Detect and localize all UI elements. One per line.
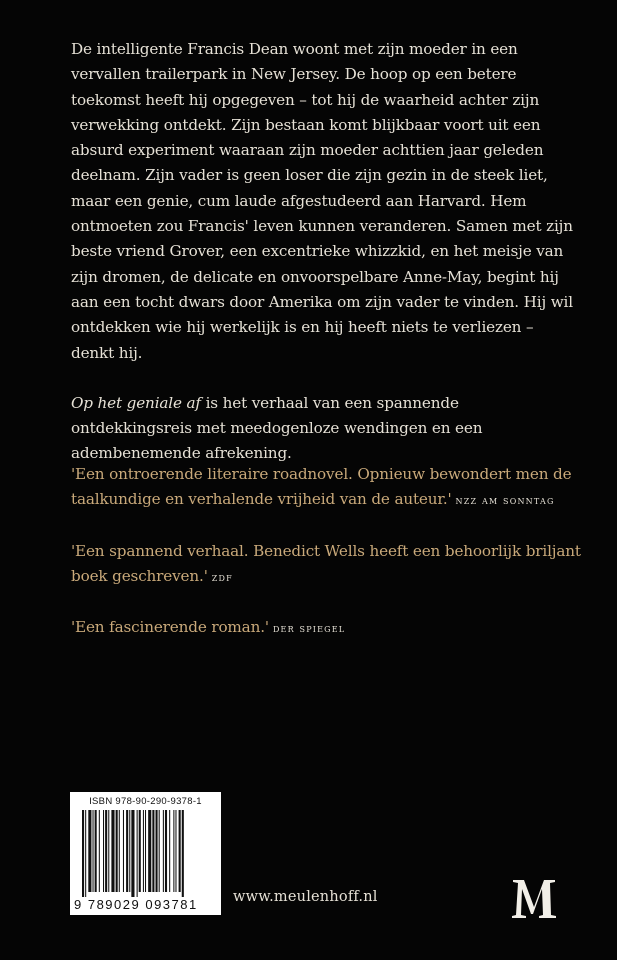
barcode-bar — [165, 810, 167, 892]
book-title: Op het geniale af — [71, 393, 201, 412]
isbn-label: ISBN 978-90-290-9378-1 — [89, 796, 202, 807]
m-logo-icon — [512, 880, 556, 918]
blurb-paragraph-1: De intelligente Francis Dean woont met zijn moeder in een vervallen trailerpark in New Jersey. De hoop op een betere toekomst heeft hij opgegeven – tot hij de waarheid achter zijn verwekking ontdekt. Zijn bestaan komt blijkbaar voort uit een absurd experiment waaraan zijn moeder achttien jaar geleden deelnam. Zijn vader is geen loser die zijn gezin in de steek liet, maar een genie, cum laude afgestudeerd aan Harvard. Hem ontmoeten zou Francis' leven kunnen veranderen. Samen met zijn beste vriend Grover, een excentrieke whizzkid, en het meisje van zijn dromen, de delicate en onvoorspelbare Anne-May, begint hij aan een tocht dwars door Amerika om zijn vader te vinden. Hij wil ontdekken wie hij werkelijk is en hij heeft niets te verliezen – denkt hij. — [71, 40, 573, 362]
barcode-bar — [182, 810, 184, 900]
barcode-bar — [85, 810, 86, 900]
quote-source: nzz am sonntag — [455, 494, 555, 508]
publisher-website[interactable]: www.meulenhoff.nl — [233, 889, 378, 905]
barcode-bar — [131, 810, 134, 900]
barcode-bar — [119, 810, 120, 892]
barcode-bars — [82, 810, 212, 900]
barcode-bar — [103, 810, 104, 892]
publisher-logo — [511, 877, 557, 919]
barcode-bar — [179, 810, 181, 892]
barcode-bar — [137, 810, 138, 900]
barcode-bar — [145, 810, 146, 892]
blurb-paragraph-2 — [71, 391, 581, 467]
barcode-bar — [129, 810, 130, 892]
barcode-bar — [95, 810, 97, 892]
blurb — [71, 37, 581, 467]
barcode-bar — [99, 810, 100, 892]
review-quotes — [71, 462, 591, 666]
barcode-bar — [173, 810, 174, 892]
isbn-barcode — [70, 792, 221, 915]
quote-source: der spiegel — [272, 622, 346, 636]
review-quote — [71, 539, 591, 591]
barcode-bar — [152, 810, 154, 892]
barcode-digits: 9 789029 093781 — [70, 897, 221, 912]
barcode-bar — [175, 810, 176, 892]
quote-text: 'Een fascinerende roman.' — [71, 618, 269, 637]
barcode-bar — [163, 810, 164, 892]
barcode-bar — [93, 810, 94, 892]
barcode-bar — [82, 810, 84, 900]
blurb-paragraph-2-text: is het verhaal van een spannende ontdekkingsreis met meedogenloze wendingen en een adembenemende afrekening. — [71, 393, 483, 463]
review-quote — [71, 462, 591, 514]
barcode-bar — [111, 810, 114, 892]
quote-source: zdf — [211, 570, 233, 584]
quote-text: 'Een ontroerende literaire roadnovel. Opnieuw bewondert men de taalkundige en verhalende vrijheid van de auteur.' — [71, 465, 572, 509]
barcode-bar — [156, 810, 158, 892]
barcode-bar — [148, 810, 151, 892]
barcode-bar — [159, 810, 160, 892]
quote-text: 'Een spannend verhaal. Benedict Wells heeft een behoorlijk briljant boek geschreven.' — [71, 541, 581, 585]
barcode-bar — [126, 810, 128, 892]
review-quote — [71, 615, 591, 641]
barcode-bar — [108, 810, 109, 892]
barcode-bar — [139, 810, 141, 892]
barcode-bar — [105, 810, 107, 892]
barcode-bar — [123, 810, 124, 892]
barcode-bar — [143, 810, 144, 892]
barcode-bar — [88, 810, 91, 892]
barcode-bar — [169, 810, 170, 892]
barcode-bar — [116, 810, 118, 892]
